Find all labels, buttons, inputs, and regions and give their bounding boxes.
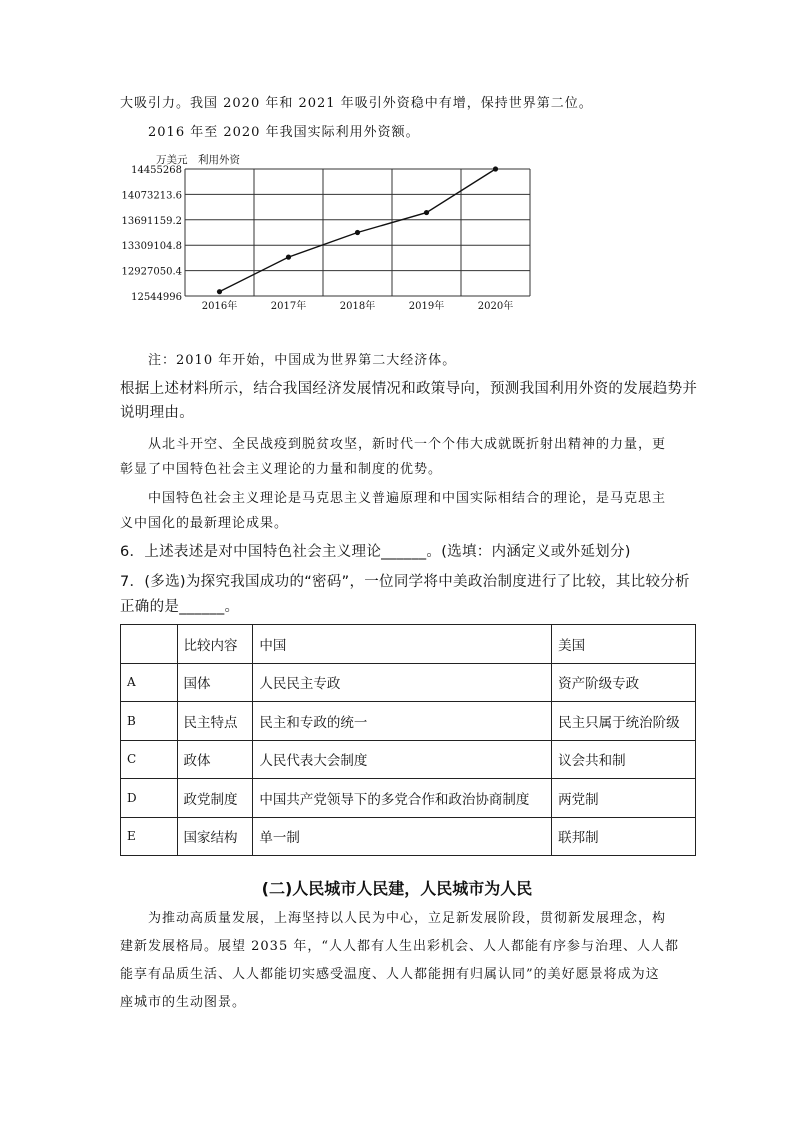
- y-axis-ticks: [122, 165, 182, 303]
- table-cell: 资产阶级专政: [552, 663, 696, 702]
- table-cell: 民主特点: [177, 702, 253, 741]
- table-cell: 国家结构: [177, 817, 253, 856]
- y-tick-label: 13691159.2: [121, 215, 182, 227]
- x-tick-label: 2019年: [408, 301, 445, 312]
- data-point: [286, 255, 291, 260]
- comparison-table: [120, 624, 696, 856]
- x-tick-label: 2020年: [477, 301, 514, 312]
- table-cell: 中国共产党领导下的多党合作和政治协商制度: [253, 779, 552, 818]
- section-line-3: 能享有品质生活、人人都能切实感受温度、人人都能拥有归属认同”的美好愿景将成为这: [120, 967, 660, 982]
- material-line-1: 从北斗开空、全民战疫到脱贫攻坚，新时代一个个伟大成就既折射出精神的力量，更: [148, 437, 667, 452]
- table-cell: 两党制: [552, 779, 696, 818]
- x-tick-label: 2018年: [339, 301, 376, 312]
- y-tick-label: 13309104.8: [121, 241, 182, 253]
- y-tick-label: 12544996: [131, 292, 182, 303]
- table-cell: 单一制: [253, 817, 552, 856]
- table-header-cell: 美国: [552, 625, 696, 664]
- intro-paragraph-tail: 大吸引力。我国 2020 年和 2021 年吸引外资稳中有增，保持世界第二位。: [120, 96, 593, 111]
- chart-caption: 2016 年至 2020 年我国实际利用外资额。: [148, 125, 420, 140]
- question-6: 6．上述表述是对中国特色社会主义理论______。(选填：内涵定义或外延划分): [120, 544, 631, 560]
- table-cell: 民主和专政的统一: [253, 702, 552, 741]
- table-cell: 民主只属于统治阶级: [552, 702, 696, 741]
- chart-series: [217, 166, 498, 294]
- table-row: [121, 817, 696, 856]
- question-7-line-1: 7．(多选)为探究我国成功的“密码”，一位同学将中美政治制度进行了比较，其比较分析: [120, 574, 690, 590]
- y-tick-label: 12927050.4: [121, 266, 182, 278]
- data-point: [355, 230, 360, 235]
- option-letter: E: [121, 817, 178, 856]
- option-letter: A: [121, 663, 178, 702]
- x-axis-ticks: [202, 299, 513, 312]
- table-cell: 政党制度: [177, 779, 253, 818]
- section-line-2: 建新发展格局。展望 2035 年，“人人都有人生出彩机会、人人都能有序参与治理、人人都: [120, 939, 679, 954]
- table-header-row: [121, 625, 696, 664]
- option-letter: C: [121, 740, 178, 779]
- section-line-1: 为推动高质量发展，上海坚持以人民为中心，立足新发展阶段，贯彻新发展理念，构: [148, 911, 667, 926]
- series-label: 利用外资: [198, 154, 240, 166]
- material-line-3: 中国特色社会主义理论是马克思主义普遍原理和中国实际相结合的理论，是马克思主: [148, 491, 667, 506]
- table-header-cell: [121, 625, 178, 664]
- x-tick-label: 2017年: [270, 301, 307, 312]
- y-tick-label: 14073213.6: [121, 190, 182, 202]
- option-letter: D: [121, 779, 178, 818]
- section-line-4: 座城市的生动图景。: [120, 995, 247, 1010]
- table-cell: 人民代表大会制度: [253, 740, 552, 779]
- table-cell: 议会共和制: [552, 740, 696, 779]
- data-point: [424, 210, 429, 215]
- table-row: [121, 779, 696, 818]
- chart-note: 注：2010 年开始，中国成为世界第二大经济体。: [148, 353, 457, 368]
- question-line-1: 根据上述材料所示，结合我国经济发展情况和政策导向，预测我国利用外资的发展趋势并: [120, 381, 698, 397]
- option-letter: B: [121, 702, 178, 741]
- table-cell: 人民民主专政: [253, 663, 552, 702]
- y-tick-label: 14455268: [131, 165, 182, 176]
- table-cell: 联邦制: [552, 817, 696, 856]
- table-row: [121, 663, 696, 702]
- x-tick-label: 2016年: [201, 301, 238, 312]
- section-title: (二)人民城市人民建，人民城市为人民: [261, 879, 533, 898]
- table-cell: 国体: [177, 663, 253, 702]
- material-line-4: 义中国化的最新理论成果。: [120, 516, 289, 531]
- foreign-investment-line-chart: [120, 150, 540, 318]
- table-cell: 政体: [177, 740, 253, 779]
- y-axis-unit-label: 万美元: [156, 154, 188, 166]
- data-point: [217, 289, 222, 294]
- material-line-2: 彰显了中国特色社会主义理论的力量和制度的优势。: [120, 462, 443, 477]
- table-row: [121, 702, 696, 741]
- question-7-line-2: 正确的是______。: [120, 599, 240, 615]
- table-header-cell: 中国: [253, 625, 552, 664]
- table-header-cell: 比较内容: [177, 625, 253, 664]
- question-line-2: 说明理由。: [120, 405, 194, 421]
- table-row: [121, 740, 696, 779]
- data-point: [493, 166, 498, 171]
